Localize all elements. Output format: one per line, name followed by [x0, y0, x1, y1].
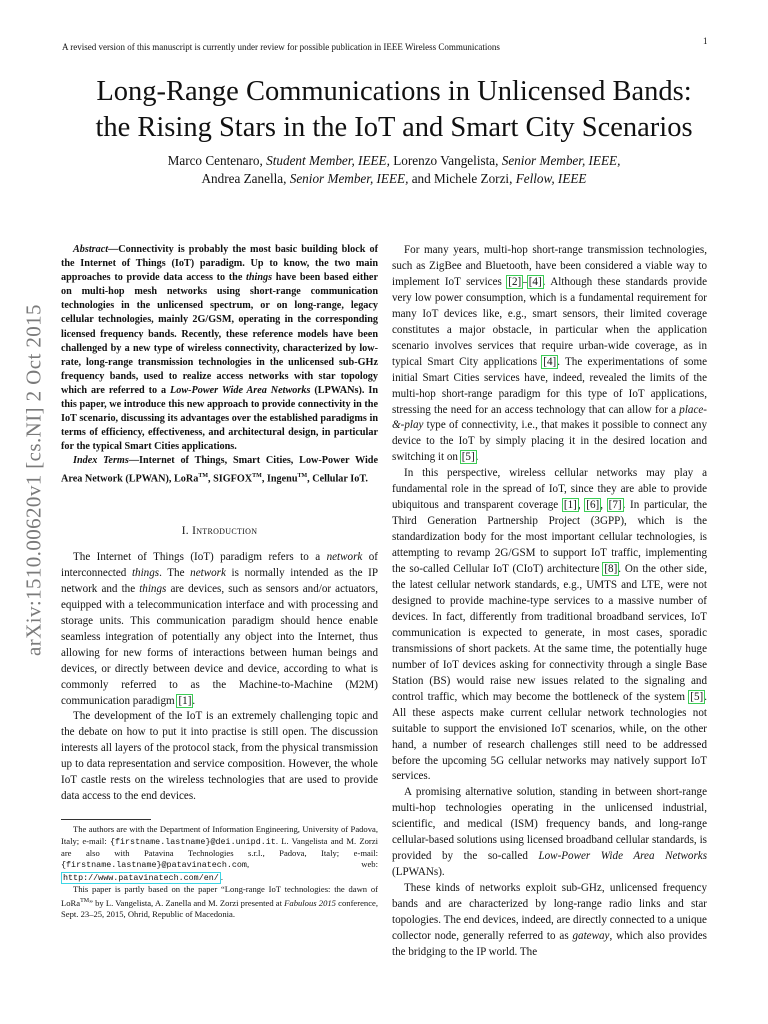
author-role: Senior Member, IEEE, [289, 171, 409, 186]
author-line-2 [40, 170, 748, 188]
citation-link[interactable]: [4] [528, 275, 542, 288]
author-name: Andrea Zanella, [201, 171, 287, 186]
author-line-1 [40, 152, 748, 170]
footnote-paper-origin: This paper is partly based on the paper “Long-range IoT technologies: the dawn of LoRa™” by L. Vangelista, A. Zanella and M. Zorzi presented at Fabulous 2015 conference, Sept. 23–25, 2015, Ohrid, Republic of Macedonia. [61, 884, 378, 919]
intro-paragraph-2: The development of the IoT is an extremely challenging topic and the debate on how to put it into practise is still open. The discussion interests all layers of the protocol stack, from the physical transmission up to data representation and service composition. However, the whole IoT castle rests on the wireless technologies that are used to provide data access to the end devices. [61, 710, 378, 803]
paper-title [40, 74, 748, 146]
citation-link[interactable]: [2] [508, 275, 522, 288]
arxiv-stamp-text: arXiv:1510.00620v1 [cs.NI] 2 Oct 2015 [21, 304, 46, 656]
author-list [40, 152, 748, 188]
body-paragraph-3: A promising alternative solution, standing in between short-range multi-hop technologies operating in the unlicensed industrial, scientific, and medical (ISM) frequency bands, and long-range cellular-based solutions using licensed broadband cellular standards, is provided by the so-called Low-Power Wide Area Networks (LPWANs). [392, 786, 708, 879]
citation-link[interactable]: [1] [563, 499, 577, 512]
author-role: Fellow, IEEE [515, 171, 587, 186]
abstract: Abstract—Connectivity is probably the most basic building block of the Internet of Things (IoT) paradigm. Up to know, the two main approaches to provide data access to the things have been based either on multi-hop mesh networks using short-range communication technologies in the unlicensed spectrum, or on long-range, legacy cellular technologies, mainly 2G/GSM, operating in the corresponding licensed frequency bands. Recently, these reference models have been challenged by a new type of wireless connectivity, characterized by low-rate, long-range transmission technologies in the unlicensed sub-GHz frequency bands, used to realize access networks with star topology which are referred to a Low-Power Wide Area Networks (LPWANs). In this paper, we introduce this new approach to provide connectivity in the IoT scenario, discussing its advantages over the established paradigms in terms of efficiency, effectiveness, and architectural design, in particular for the typical Smart Cities applications. [61, 244, 378, 453]
citation-link[interactable]: [6] [586, 499, 600, 512]
citation-link[interactable]: [7] [608, 499, 622, 512]
author-conjunction: and [411, 171, 431, 186]
index-terms: Index Terms—Internet of Things, Smart Cities, Low-Power Wide Area Network (LPWAN), LoRa™, SIGFOX™, Ingenu™, Cellular IoT. [61, 455, 378, 484]
index-terms-label: Index Terms [73, 455, 129, 467]
author-role: Senior Member, IEEE, [501, 153, 621, 168]
footnote-affiliation: The authors are with the Department of Information Engineering, University of Padova, Italy; e-mail: {firstname.lastname}@dei.unipd.it. L. Vangelista and M. Zorzi are also with Patavina Technologies s.r.l., Padova, Italy; e-mail: {firstname.lastname}@patavinatech.com, web: http://www.patavinatech.com/en/ . [61, 824, 378, 883]
footnote-divider [61, 819, 151, 820]
header-note: A revised version of this manuscript is currently under review for possible publication in IEEE Wireless Communications [62, 42, 500, 52]
title-line-1: Long-Range Communications in Unlicensed Bands: [96, 76, 692, 107]
website-link[interactable]: http://www.patavinatech.com/en/ [63, 872, 219, 883]
right-column [392, 243, 707, 961]
citation-link[interactable]: [4] [543, 355, 557, 368]
citation-link[interactable]: [5] [461, 451, 475, 464]
author-name: Michele Zorzi, [434, 171, 513, 186]
author-role: Student Member, IEEE, [266, 153, 390, 168]
body-paragraph-1: For many years, multi-hop short-range transmission technologies, such as ZigBee and Bluetooth, have been considered a viable way to implement IoT services [2]–[4]. Although these standards provide very low power consumption, which is a fundamental requirement for many IoT devices like, e.g., smart sensors, their limited coverage constitutes a major obstacle, in particular when the application scenario involves services that require urban-wide coverage, as in typical Smart City applications [4]. The experimentations of some initial Smart Cities services have, indeed, revealed the limits of the multi-hop short-range paradigm for this type of IoT applications, stressing the need for an access technology that can allow for a place-&-play type of connectivity, i.e., that makes it possible to connect any device to the IoT by simply placing it in the desired location and switching it on [5]. [392, 244, 707, 464]
email-address: {firstname.lastname}@patavinatech.com [61, 860, 247, 871]
abstract-label: Abstract [73, 244, 109, 255]
trademark-mark: TM [80, 897, 90, 904]
left-column [61, 243, 378, 920]
title-line-2: the Rising Stars in the IoT and Smart City Scenarios [95, 112, 693, 143]
citation-link[interactable]: [8] [604, 563, 618, 576]
trademark-mark: TM [297, 472, 308, 479]
page-number: 1 [703, 36, 708, 46]
trademark-mark: TM [198, 472, 208, 479]
citation-link[interactable]: [1] [178, 694, 192, 707]
section-heading: I. Introduction [181, 524, 258, 537]
trademark-mark: TM [252, 472, 262, 479]
body-paragraph-2: In this perspective, wireless cellular networks may play a fundamental role in the spread of IoT, since they are able to provide ubiquitous and transparent coverage [1], [6], [7]. In particular, the Third Generation Partnership Project (3GPP), which is the standardization body for the most important cellular technologies, is attempting to revamp 2G/GSM to support IoT traffic, implementing the so-called Cellular IoT (CIoT) architecture [8]. On the other side, the latest cellular network standards, e.g., UMTS and LTE, were not designed to provide machine-type services to a massive number of devices. In fact, differently from traditional broadband services, IoT communication is expected to generate, in most cases, sporadic transmissions of short packets. At the same time, the potentially huge number of IoT devices asking for connectivity through a single Base Station (BS) would raise new issues related to the signaling and control traffic, which may become the bottleneck of the system [5]. All these aspects make current cellular network technologies not suitable to support the envisioned IoT scenarios, while, on the other hand, a number of research challenges still need to be addressed before the upcoming 5G cellular networks may natively support IoT services. [392, 467, 708, 783]
body-paragraph-4: These kinds of networks exploit sub-GHz, unlicensed frequency bands and are characterized by long-range radio links and star topologies. The end devices, indeed, are directly connected to a unique collector node, generally referred to as gateway, which also provides the bridging to the IP world. The [392, 882, 707, 958]
email-address: {firstname.lastname}@dei.unipd.it [109, 836, 276, 847]
citation-link[interactable]: [5] [690, 690, 704, 703]
author-name: Lorenzo Vangelista, [393, 153, 499, 168]
author-name: Marco Centenaro, [167, 153, 263, 168]
intro-paragraph-1: The Internet of Things (IoT) paradigm refers to a network of interconnected things. The network is normally intended as the IP network and the things are devices, such as sensors and/or actuators, equipped with a telecommunication interface and with processing and storage units. This communication paradigm should hence enable seamless integration of potentially any object into the Internet, thus allowing for new forms of interactions between human beings and devices, or directly between device and device, according to what is commonly referred to as the Machine-to-Machine (M2M) communication paradigm [1]. [61, 550, 379, 707]
